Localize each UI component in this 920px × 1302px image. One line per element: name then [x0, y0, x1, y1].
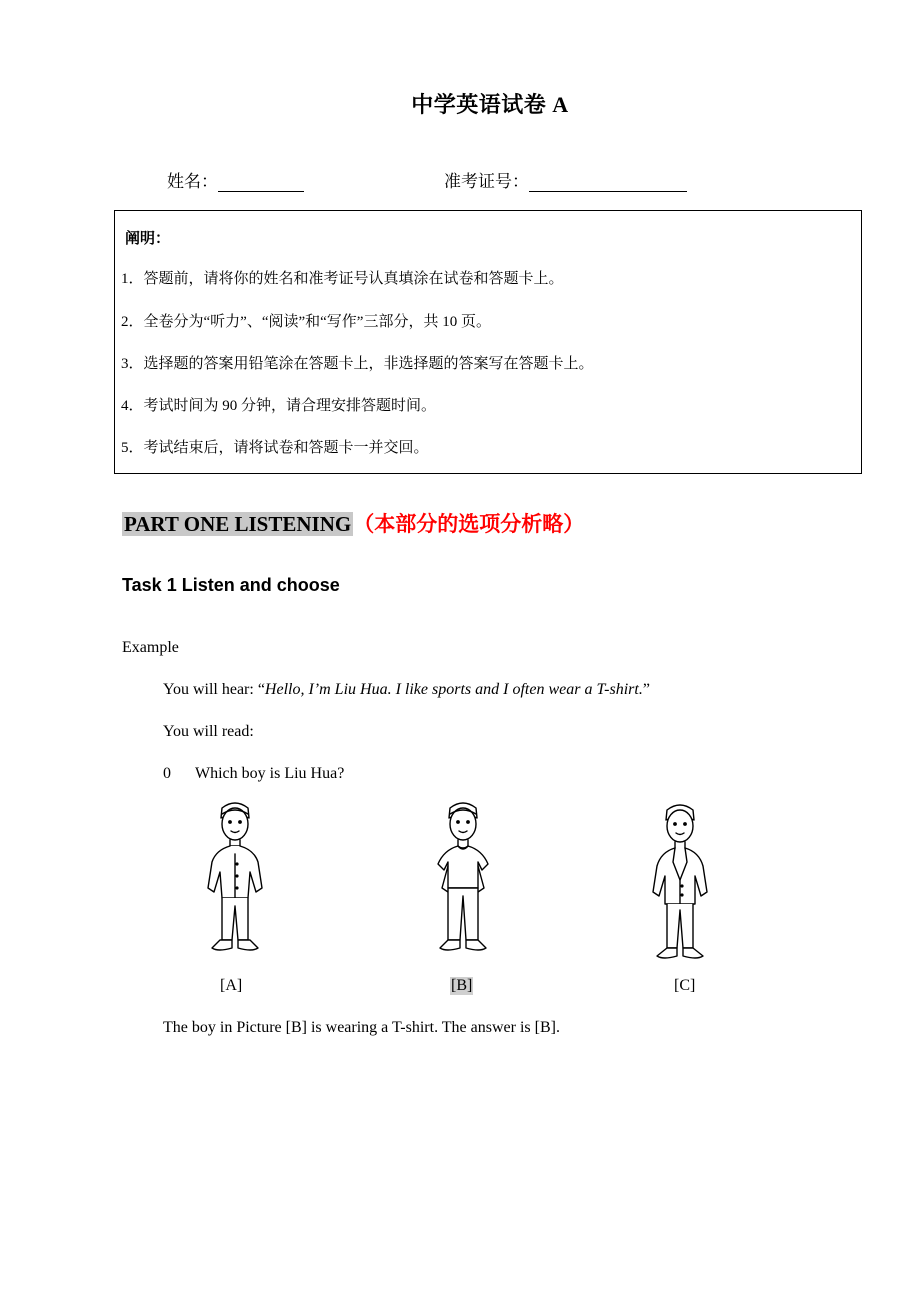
name-field [167, 167, 304, 192]
option-label-c: [C] [674, 977, 696, 994]
part-title: PART ONE LISTENING [124, 512, 352, 536]
name-blank[interactable] [218, 173, 304, 192]
notice-item: 3．选择题的答案用铅笔涂在答题卡上，非选择题的答案写在答题卡上。 [121, 356, 594, 372]
question-text: Which boy is Liu Hua? [195, 765, 345, 782]
option-label-b: [B] [451, 977, 473, 994]
answer-text: The boy in Picture [B] is wearing a T-shirt. The answer is [B]. [163, 1019, 560, 1036]
name-label: 姓名： [167, 172, 218, 191]
boy-tshirt-picture [428, 800, 498, 962]
exam-id-field [444, 167, 687, 192]
question [163, 765, 344, 783]
hear-suffix: ” [642, 681, 650, 698]
exam-id-label: 准考证号： [444, 172, 529, 191]
notice-item: 2．全卷分为“听力”、“阅读”和“写作”三部分，共 10 页。 [121, 314, 491, 330]
option-label-a: [A] [220, 977, 243, 994]
notice-box [114, 210, 862, 474]
read-label: You will read: [163, 723, 254, 740]
notice-item: 4．考试时间为 90 分钟，请合理安排答题时间。 [121, 398, 437, 414]
notice-heading: 阐明： [125, 231, 171, 247]
hear-quote: Hello, I’m Liu Hua. I like sports and I often wear a T-shirt. [264, 681, 643, 698]
exam-id-blank[interactable] [529, 173, 687, 192]
example-label: Example [122, 639, 179, 656]
notice-item: 1．答题前，请将你的姓名和准考证号认真填涂在试卷和答题卡上。 [121, 271, 564, 287]
task-title: Task 1 Listen and choose [122, 575, 340, 595]
boy-suit-picture [645, 800, 715, 970]
notice-item: 5．考试结束后，请将试卷和答题卡一并交回。 [121, 440, 429, 456]
boy-shirt-picture [200, 800, 270, 962]
page-title: 中学英语试卷 A [411, 92, 569, 117]
part-note: （本部分的选项分析略） [353, 512, 585, 536]
hear-prefix: You will hear: “ [163, 681, 265, 698]
question-number: 0 [163, 765, 171, 782]
part-heading [122, 508, 584, 538]
hear-line [163, 681, 650, 699]
